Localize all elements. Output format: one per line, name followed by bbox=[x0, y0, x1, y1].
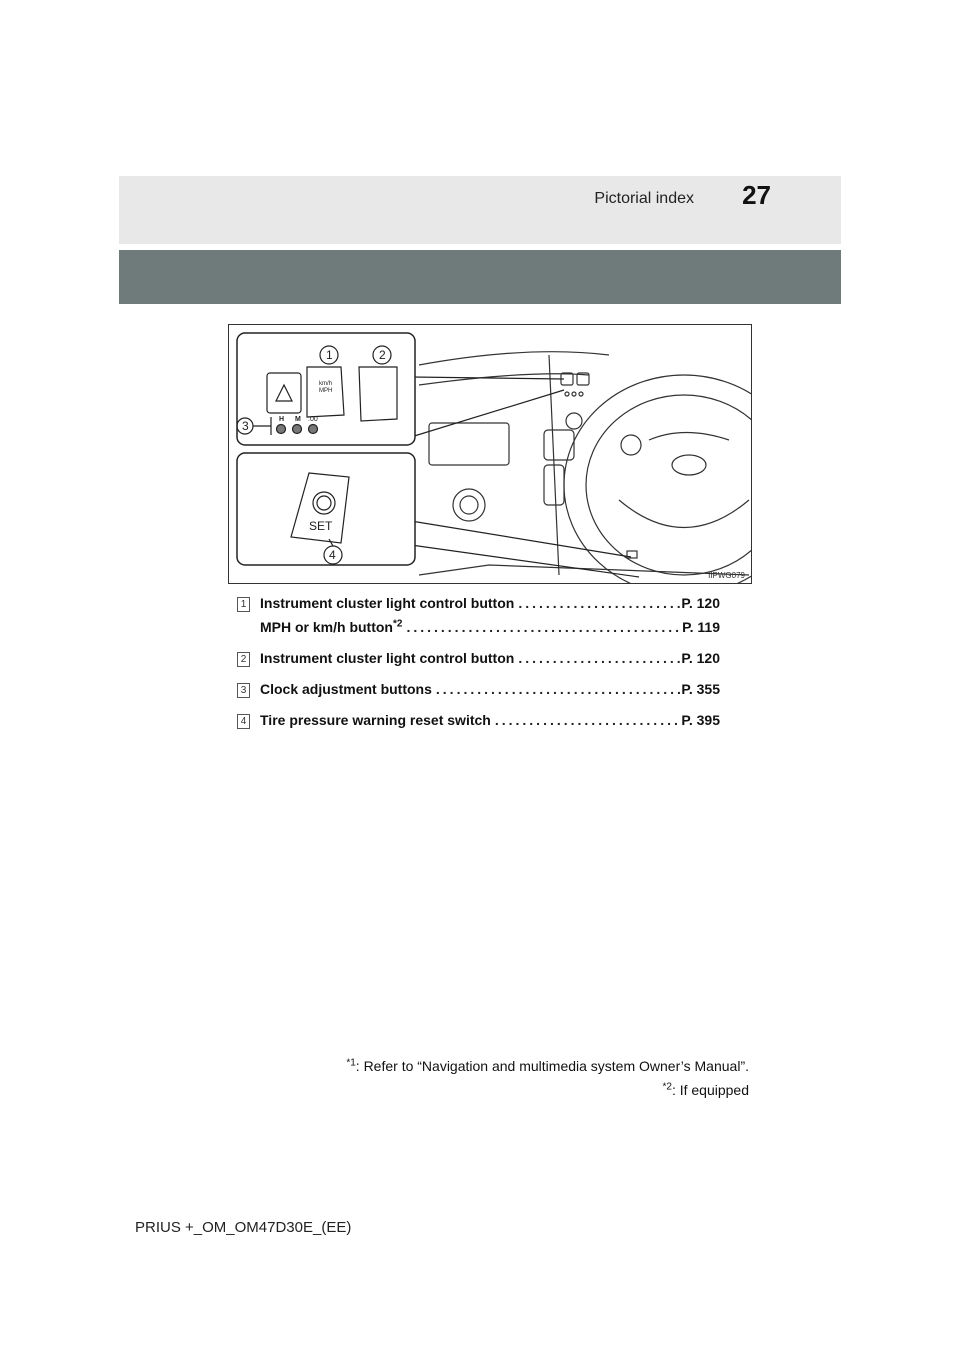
section-bar bbox=[119, 250, 841, 304]
entry-label: Clock adjustment buttons bbox=[260, 681, 432, 697]
entry-label: MPH or km/h button bbox=[260, 619, 393, 635]
entry-label: Tire pressure warning reset switch bbox=[260, 712, 491, 728]
index-entry bbox=[237, 594, 727, 617]
callout-4: 4 bbox=[329, 548, 336, 562]
index-entry bbox=[237, 649, 727, 672]
entry-number: 4 bbox=[237, 714, 250, 729]
dashboard-drawing bbox=[229, 325, 751, 583]
footnote-text: : If equipped bbox=[671, 1082, 749, 1098]
entry-label: Instrument cluster light control button bbox=[260, 595, 515, 611]
footnote-mark: *2 bbox=[662, 1081, 672, 1093]
dashboard-illustration bbox=[228, 324, 752, 584]
entry-number: 1 bbox=[237, 597, 250, 612]
entry-page-ref[interactable]: P. 355 bbox=[681, 681, 720, 697]
inset-set-label: SET bbox=[309, 519, 333, 533]
footnote bbox=[346, 1058, 749, 1074]
entry-page-ref[interactable]: P. 120 bbox=[681, 595, 720, 611]
inset-zero-label: :00 bbox=[308, 416, 318, 423]
entry-footnote-mark: *2 bbox=[393, 618, 403, 630]
callout-3: 3 bbox=[242, 419, 249, 433]
page-header bbox=[119, 176, 841, 244]
figure-code: IIPWG079 bbox=[708, 571, 745, 580]
page-number: 27 bbox=[742, 180, 771, 210]
callout-1: 1 bbox=[326, 348, 333, 362]
entry-page-ref[interactable]: P. 119 bbox=[682, 619, 720, 635]
inset-kmh-label: km/h bbox=[319, 381, 333, 387]
entry-number: 2 bbox=[237, 652, 250, 667]
document-code: PRIUS +_OM_OM47D30E_(EE) bbox=[135, 1219, 352, 1236]
footnote-text: : Refer to “Navigation and multimedia system Owner’s Manual”. bbox=[355, 1058, 749, 1074]
footnote bbox=[346, 1082, 749, 1098]
entry-label: Instrument cluster light control button bbox=[260, 650, 515, 666]
footnotes bbox=[346, 1058, 749, 1106]
footnote-mark: *1 bbox=[346, 1057, 356, 1069]
index-entry bbox=[237, 711, 727, 734]
entry-number: 3 bbox=[237, 683, 250, 698]
entry-page-ref[interactable]: P. 120 bbox=[681, 650, 720, 666]
index-entries bbox=[237, 594, 727, 742]
index-entry bbox=[237, 680, 727, 703]
inset-h-label: H bbox=[279, 416, 285, 423]
callout-2: 2 bbox=[379, 348, 386, 362]
index-entry bbox=[237, 618, 727, 641]
entry-page-ref[interactable]: P. 395 bbox=[681, 712, 720, 728]
inset-mph-label: MPH bbox=[319, 388, 333, 394]
inset-m-label: M bbox=[295, 416, 301, 423]
section-title: Pictorial index bbox=[594, 190, 694, 207]
